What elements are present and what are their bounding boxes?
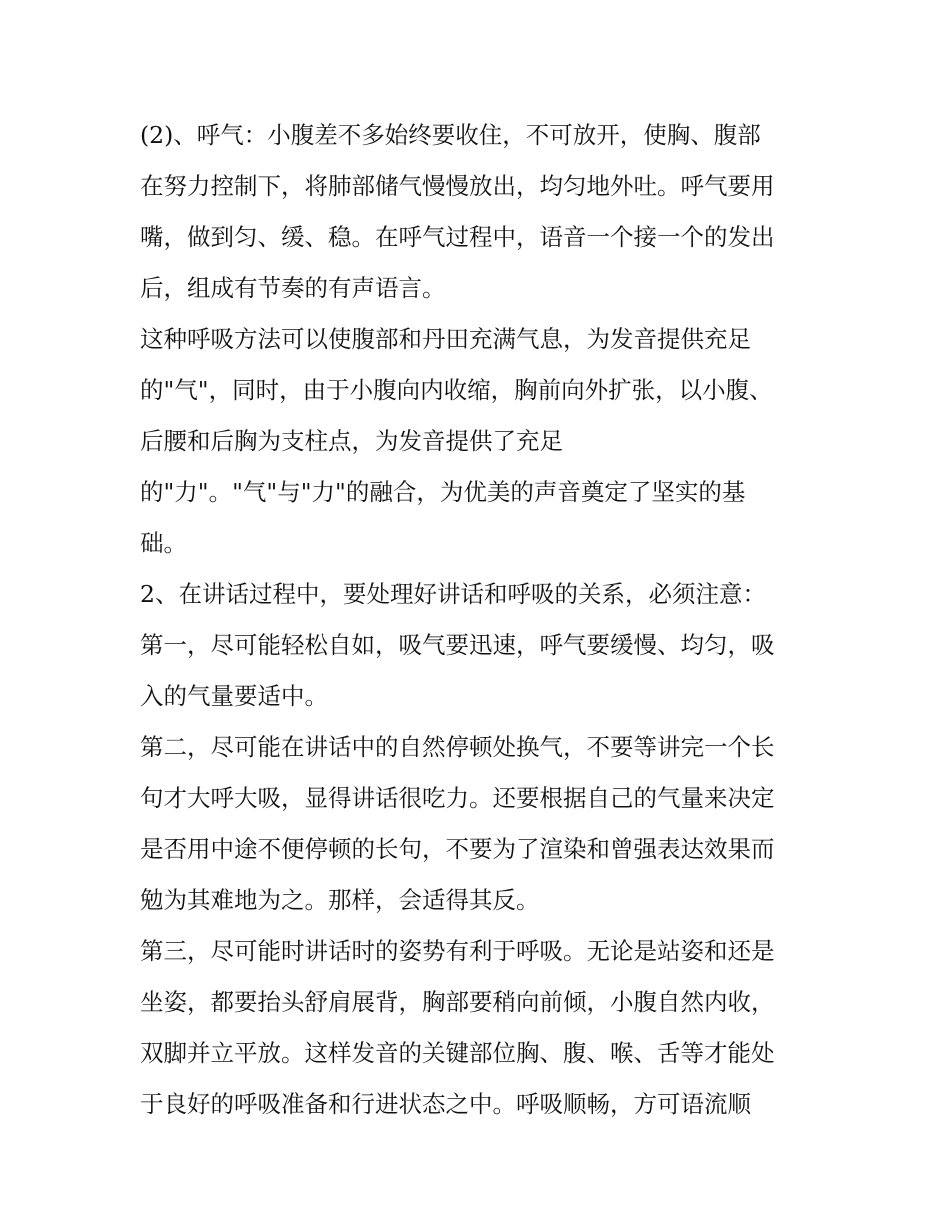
text-line: 后，组成有节奏的有声语言。 xyxy=(140,274,446,302)
text-line: 坐姿，都要抬头舒肩展背，胸部要稍向前倾，小腹自然内收， xyxy=(140,988,775,1016)
text-line: 于良好的呼吸准备和行进状态之中。呼吸顺畅，方可语流顺 xyxy=(140,1090,751,1118)
text-line: 这种呼吸方法可以使腹部和丹田充满气息，为发音提供充足 xyxy=(140,325,751,353)
text-line: 第二，尽可能在讲话中的自然停顿处换气，不要等讲完一个长 xyxy=(140,733,775,761)
text-line: 是否用中途不便停顿的长句，不要为了渲染和曾强表达效果而 xyxy=(140,835,775,863)
text-line: 勉为其难地为之。那样，会适得其反。 xyxy=(140,886,540,914)
text-line: 2、在讲话过程中，要处理好讲话和呼吸的关系，必须注意： xyxy=(140,580,766,608)
text-line: 在努力控制下，将肺部储气慢慢放出，均匀地外吐。呼气要用 xyxy=(140,172,775,200)
text-line: 句才大呼大吸，显得讲话很吃力。还要根据自己的气量来决定 xyxy=(140,784,775,812)
text-line: 后腰和后胸为支柱点，为发音提供了充足 xyxy=(140,427,563,455)
text-line: (2)、呼气：小腹差不多始终要收住，不可放开，使胸、腹部 xyxy=(140,121,761,149)
text-line: 的"力"。"气"与"力"的融合，为优美的声音奠定了坚实的基 xyxy=(140,478,746,506)
text-line: 的"气"，同时，由于小腹向内收缩，胸前向外扩张，以小腹、 xyxy=(140,376,773,404)
text-line: 入的气量要适中。 xyxy=(140,682,328,710)
text-line: 础。 xyxy=(140,529,187,557)
text-line: 第三，尽可能时讲话时的姿势有利于呼吸。无论是站姿和还是 xyxy=(140,937,775,965)
text-line: 第一，尽可能轻松自如，吸气要迅速，呼气要缓慢、均匀，吸 xyxy=(140,631,775,659)
text-line: 双脚并立平放。这样发音的关键部位胸、腹、喉、舌等才能处 xyxy=(140,1039,775,1067)
body-text xyxy=(140,110,820,1130)
text-line: 嘴，做到匀、缓、稳。在呼气过程中，语音一个接一个的发出 xyxy=(140,223,775,251)
